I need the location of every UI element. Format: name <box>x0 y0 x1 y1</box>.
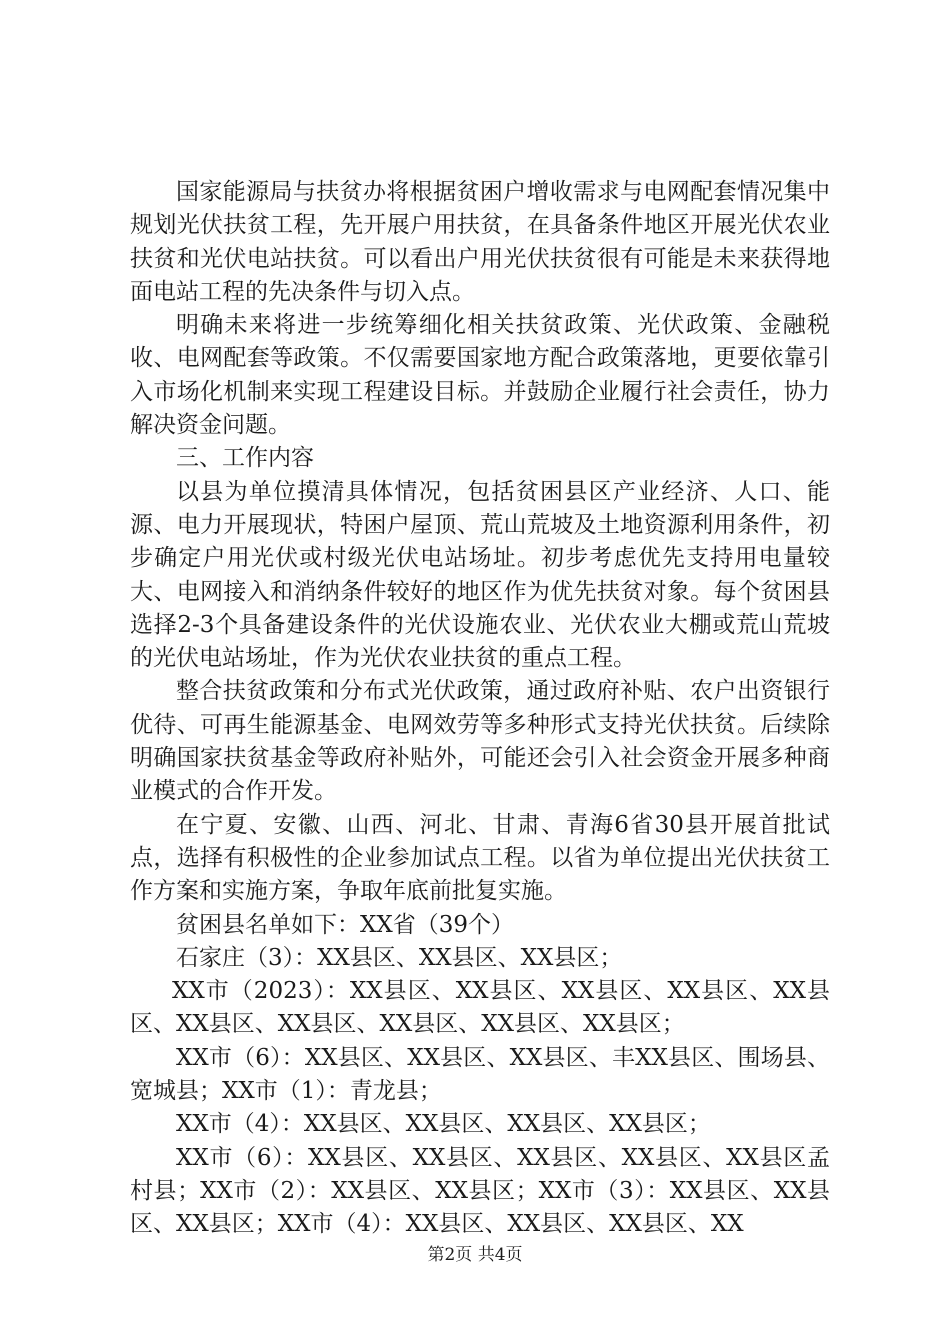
document-body <box>130 176 830 1242</box>
list-item: XX市（6）：XX县区、XX县区、XX县区、丰XX县区、围场县、宽城县；XX市（1）：青龙县； <box>130 1044 830 1105</box>
list-item: XX市（2023）：XX县区、XX县区、XX县区、XX县区、XX县区、XX县区、XX县区、XX县区、XX县区、XX县区； <box>130 978 830 1038</box>
section-heading: 三、工作内容 <box>176 445 314 472</box>
list-item: XX市（4）：XX县区、XX县区、XX县区、XX县区； <box>176 1111 711 1138</box>
paragraph-3: 以县为单位摸清具体情况，包括贫困县区产业经济、人口、能源、电力开展现状，特困户屋顶、荒山荒坡及土地资源利用条件，初步确定户用光伏或村级光伏电站场址。初步考虑优先支持用电量较大、电网接入和消纳条件较好的地区作为优先扶贫对象。每个贫困县选择2-3个具备建设条件的光伏设施农业、光伏农业大棚或荒山荒坡的光伏电站场址，作为光伏农业扶贫的重点工程。 <box>130 478 830 672</box>
list-item: XX市（6）：XX县区、XX县区、XX县区、XX县区、XX县区孟村县；XX市（2）：XX县区、XX县区；XX市（3）：XX县区、XX县区、XX县区；XX市（4）：XX县区、XX县区、XX县区、XX <box>130 1144 830 1238</box>
page-number: 第2页 共4页 <box>427 1245 523 1265</box>
paragraph-2: 明确未来将进一步统筹细化相关扶贫政策、光伏政策、金融税收、电网配套等政策。不仅需要国家地方配合政策落地，更要依靠引入市场化机制来实现工程建设目标。并鼓励企业履行社会责任，协力解决资金问题。 <box>130 312 830 439</box>
paragraph-1: 国家能源局与扶贫办将根据贫困户增收需求与电网配套情况集中规划光伏扶贫工程，先开展户用扶贫，在具备条件地区开展光伏农业扶贫和光伏电站扶贫。可以看出户用光伏扶贫很有可能是未来获得地面电站工程的先决条件与切入点。 <box>130 179 830 305</box>
paragraph-5: 在宁夏、安徽、山西、河北、甘肃、青海6省30县开展首批试点，选择有积极性的企业参加试点工程。以省为单位提出光伏扶贫工作方案和实施方案，争取年底前批复实施。 <box>130 811 830 905</box>
list-item: 石家庄（3）：XX县区、XX县区、XX县区； <box>176 944 623 971</box>
list-intro: 贫困县名单如下：XX省（39个） <box>176 911 515 938</box>
paragraph-4: 整合扶贫政策和分布式光伏政策，通过政府补贴、农户出资银行优待、可再生能源基金、电网效劳等多种形式支持光伏扶贫。后续除明确国家扶贫基金等政府补贴外，可能还会引入社会资金开展多种商业模式的合作开发。 <box>130 678 830 805</box>
